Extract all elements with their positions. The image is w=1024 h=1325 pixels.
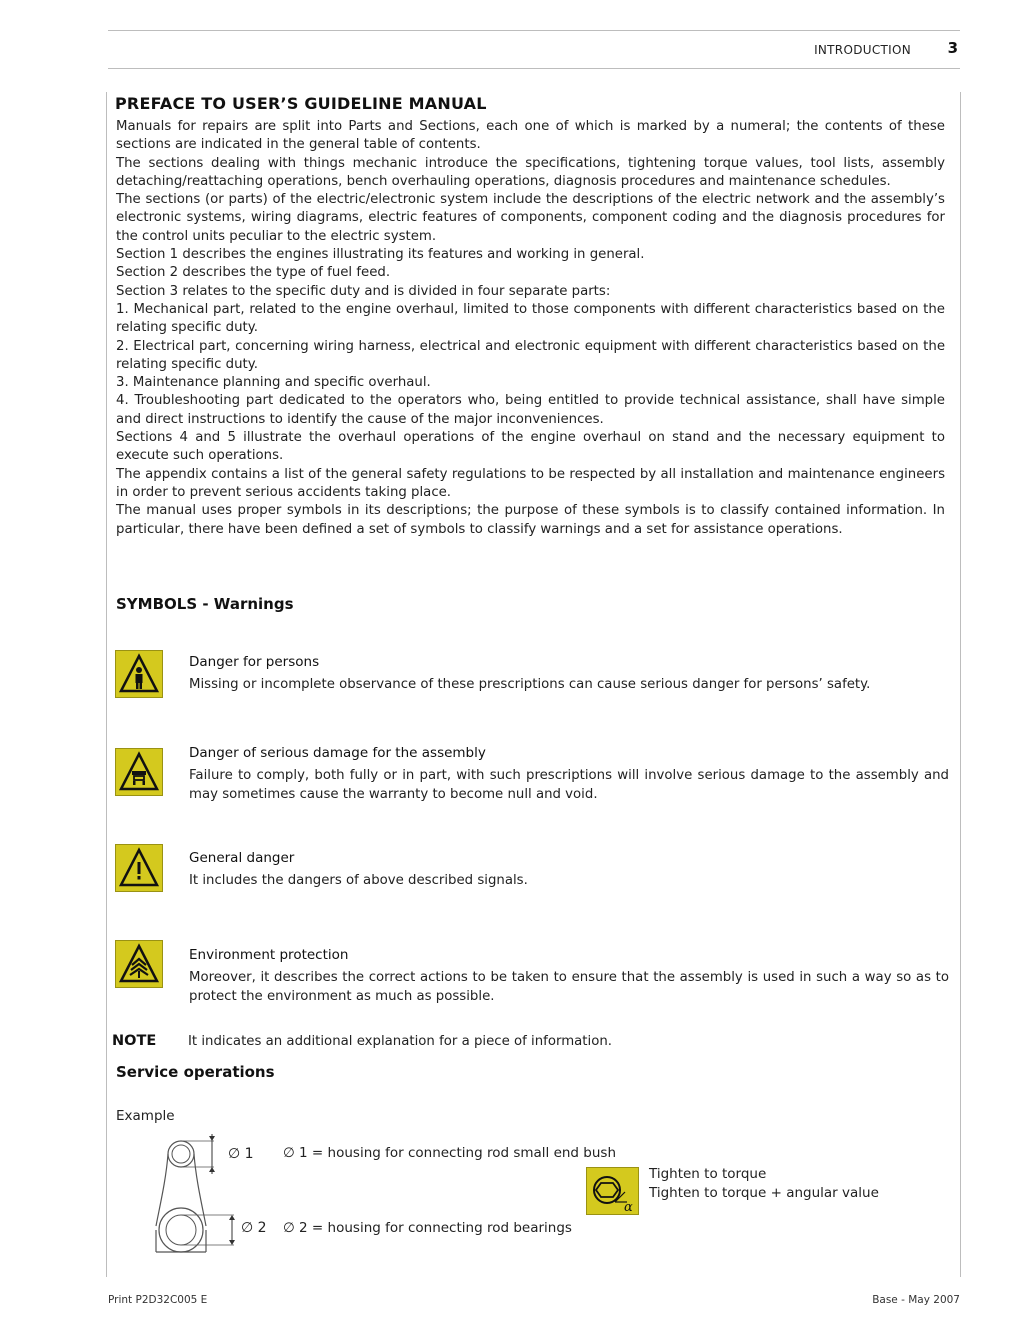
right-margin-rule xyxy=(960,92,961,1277)
preface-paragraph: Manuals for repairs are split into Parts and Sections, each one of which is marked by a numeral; the contents of these sections are indicated in the general table of contents. xyxy=(116,119,945,153)
preface-body xyxy=(116,118,945,539)
preface-paragraph: 1. Mechanical part, related to the engine overhaul, limited to those components with different characteristics based on the relating specific duty. xyxy=(116,301,945,336)
preface-paragraph: The sections (or parts) of the electric/electronic system include the descriptions of the electric network and the assembly’s electronic systems, wiring diagrams, electric features of components, component coding and the diagnosis procedures for the control units peculiar to the electric system. xyxy=(116,192,945,244)
warning-description: Failure to comply, both fully or in part, with such prescriptions will involve serious damage to the assembly and may sometimes cause the warranty to become null and void. xyxy=(189,768,949,802)
warning-description: Missing or incomplete observance of these prescriptions can cause serious danger for persons’ safety. xyxy=(189,677,871,692)
preface-title: PREFACE TO USER’S GUIDELINE MANUAL xyxy=(115,94,487,113)
preface-paragraph: The manual uses proper symbols in its descriptions; the purpose of these symbols is to classify contained information. In particular, there have been defined a set of symbols to classify warnings and a set for assistance operations. xyxy=(116,503,945,537)
symbols-title: SYMBOLS - Warnings xyxy=(116,595,294,613)
torque-label: Tighten to torque xyxy=(649,1166,767,1182)
diameter-1-label: ∅ 1 xyxy=(228,1146,254,1162)
header-rule xyxy=(108,68,960,69)
warning-description: Moreover, it describes the correct actions to be taken to ensure that the assembly is used in such a way so as to protect the environment as much as possible. xyxy=(189,970,949,1004)
footer-print-code: Print P2D32C005 E xyxy=(108,1294,208,1306)
connecting-rod-diagram xyxy=(150,1130,240,1260)
header-section-title: INTRODUCTION xyxy=(814,43,911,57)
preface-paragraph: 2. Electrical part, concerning wiring harness, electrical and electronic equipment with different characteristics based on the relating specific duty. xyxy=(116,338,945,372)
environment-protection-icon xyxy=(115,940,163,988)
note-text: It indicates an additional explanation for a piece of information. xyxy=(188,1034,612,1049)
preface-paragraph: Sections 4 and 5 illustrate the overhaul operations of the engine overhaul on stand and the necessary equipment to execute such operations. xyxy=(116,430,945,464)
danger-assembly-icon xyxy=(115,748,163,796)
warning-title: Environment protection xyxy=(189,947,349,963)
preface-paragraph: Section 2 describes the type of fuel feed. xyxy=(116,265,391,281)
page-number: 3 xyxy=(947,39,958,57)
footer-edition: Base - May 2007 xyxy=(872,1294,960,1306)
note-label: NOTE xyxy=(112,1033,157,1049)
warning-title: Danger for persons xyxy=(189,654,320,670)
diameter-1-description: ∅ 1 = housing for connecting rod small end bush xyxy=(283,1145,617,1161)
angle-symbol: α xyxy=(624,1200,633,1214)
example-label: Example xyxy=(116,1108,175,1124)
preface-paragraph: Section 3 relates to the specific duty and is divided in four separate parts: xyxy=(116,283,611,299)
preface-paragraph: The sections dealing with things mechanic introduce the specifications, tightening torque values, tool lists, assembly detaching/reattaching operations, bench overhauling operations, diagnosis procedures and maintenance schedules. xyxy=(116,155,945,189)
preface-paragraph: 4. Troubleshooting part dedicated to the operators who, being entitled to provide technical assistance, shall have simple and direct instructions to identify the cause of the major inconveniences. xyxy=(116,393,945,427)
service-operations-title: Service operations xyxy=(116,1063,275,1081)
preface-paragraph: The appendix contains a list of the general safety regulations to be respected by all installation and maintenance engineers in order to prevent serious accidents taking place. xyxy=(116,466,945,500)
preface-paragraph: Section 1 describes the engines illustrating its features and working in general. xyxy=(116,247,645,263)
torque-icon xyxy=(586,1167,639,1215)
torque-angle-label: Tighten to torque + angular value xyxy=(649,1185,879,1201)
warning-title: Danger of serious damage for the assembly xyxy=(189,745,486,761)
warning-title: General danger xyxy=(189,850,295,866)
danger-persons-icon xyxy=(115,650,163,698)
preface-paragraph: 3. Maintenance planning and specific overhaul. xyxy=(116,375,431,391)
diameter-2-description: ∅ 2 = housing for connecting rod bearings xyxy=(283,1220,572,1236)
diameter-2-label: ∅ 2 xyxy=(241,1220,267,1236)
warning-description: It includes the dangers of above described signals. xyxy=(189,873,528,888)
general-danger-icon xyxy=(115,844,163,892)
top-rule xyxy=(108,30,960,31)
left-margin-rule xyxy=(106,92,107,1277)
